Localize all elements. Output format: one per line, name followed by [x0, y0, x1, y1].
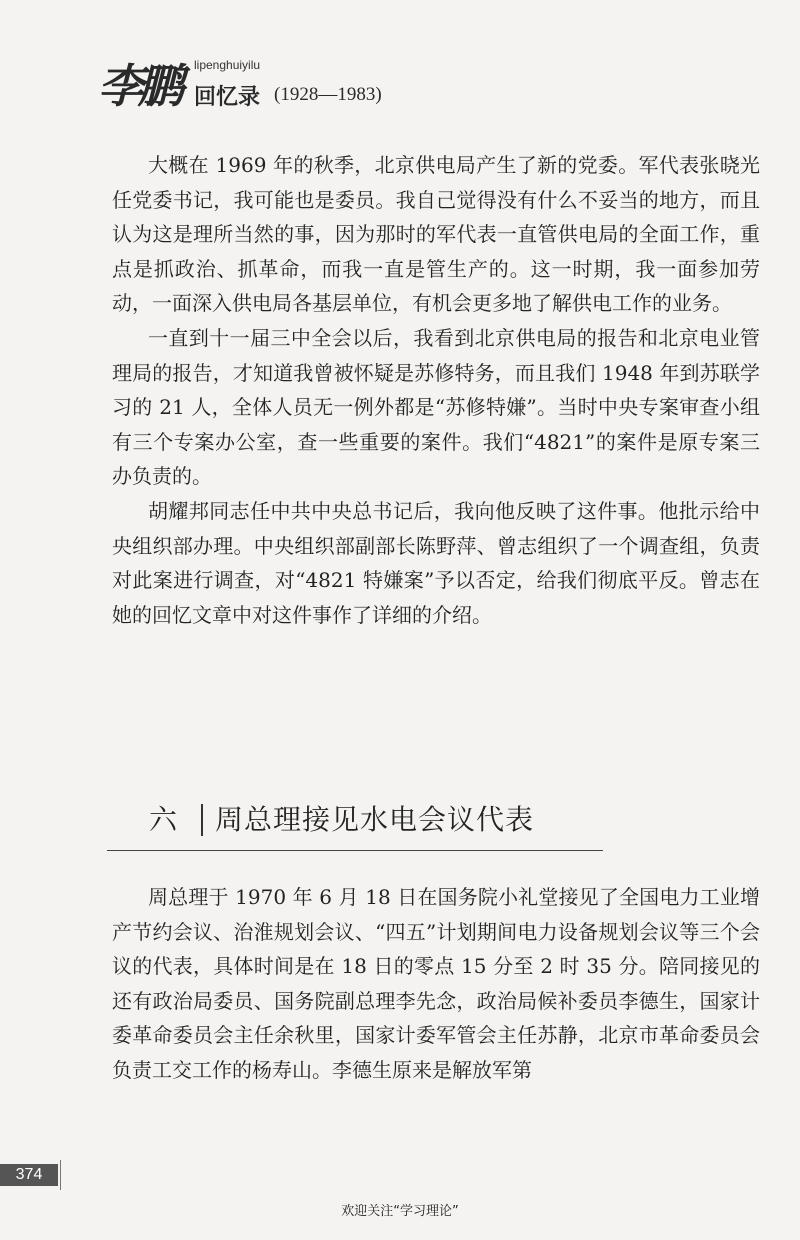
paragraph: 周总理于 1970 年 6 月 18 日在国务院小礼堂接见了全国电力工业增产节约会议、治淮规划会议、“四五”计划期间电力设备规划会议等三个会议的代表，具体时间是在 18 日的零点 15 分至 2 时 35 分。陪同接见的还有政治局委员、国务院副总理李先念，政治局候补委员李德生，国家计委革命委员会主任余秋里，国家计委军管会主任苏静，北京市革命委员会负责工交工作的杨寿山。李德生原来是解放军第: [112, 885, 760, 1082]
section-number: 六: [149, 803, 178, 836]
section-heading: [107, 790, 603, 851]
body-text-bottom: [112, 880, 760, 1088]
page-number: 374: [0, 1164, 58, 1186]
header-years: (1928—1983): [274, 84, 382, 105]
footer-watermark: 欢迎关注“学习理论”: [341, 1204, 459, 1219]
paragraph: 一直到十一届三中全会以后，我看到北京供电局的报告和北京电业管理局的报告，才知道我曾被怀疑是苏修特务，而且我们 1948 年到苏联学习的 21 人，全体人员无一例外都是“苏修特嫌”。当时中央专案审查小组有三个专案办公室，查一些重要的案件。我们“4821”的案件是原专案三办负责的。: [112, 325, 760, 489]
header-subtitle: 回忆录: [194, 85, 261, 110]
heading-divider: [201, 804, 203, 836]
paragraph: 大概在 1969 年的秋季，北京供电局产生了新的党委。军代表张晓光任党委书记，我可能也是委员。我自己觉得没有什么不妥当的地方，而且认为这是理所当然的事，因为那时的军代表一直管供电局的全面工作，重点是抓政治、抓革命，而我一直是管生产的。这一时期，我一面参加劳动，一面深入供电局各基层单位，有机会更多地了解供电工作的业务。: [112, 153, 760, 316]
running-header: [98, 50, 498, 120]
paragraph: 胡耀邦同志任中共中央总书记后，我向他反映了这件事。他批示给中央组织部办理。中央组织部副部长陈野萍、曾志组织了一个调查组，负责对此案进行调查，对“4821 特嫌案”予以否定，给我们彻底平反。曾志在她的回忆文章中对这件事作了详细的介绍。: [112, 498, 760, 627]
page-edge-line: [60, 1160, 61, 1190]
section-title: 周总理接见水电会议代表: [215, 803, 535, 836]
calligraphy-logo: 李鹏: [98, 59, 178, 113]
body-text-top: [112, 148, 760, 632]
header-pinyin: lipenghuiyilu: [194, 58, 261, 72]
